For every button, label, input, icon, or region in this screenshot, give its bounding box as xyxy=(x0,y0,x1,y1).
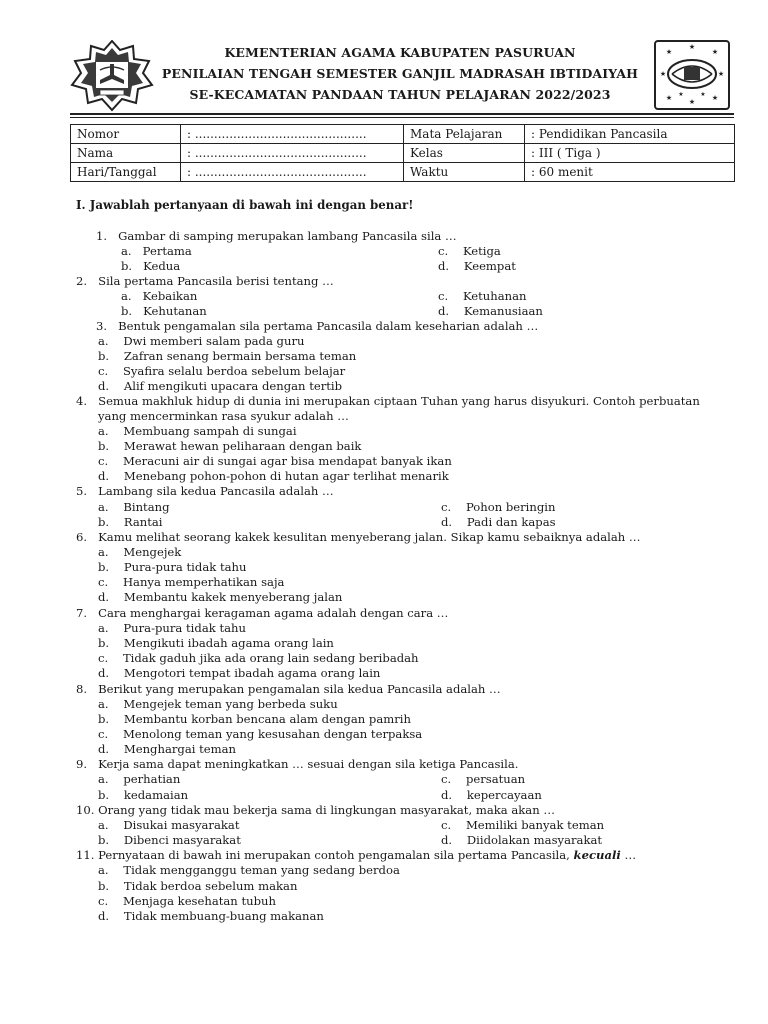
question-3-option-d: d. Alif mengikuti upacara dengan tertib xyxy=(98,379,343,393)
kelas-label: Kelas xyxy=(404,144,525,163)
header-line-3: SE-KECAMATAN PANDAAN TAHUN PELAJARAN 2022/2023 xyxy=(189,87,611,102)
question-1-option-c: c. Ketiga xyxy=(438,244,501,258)
nomor-label: Nomor xyxy=(71,125,181,144)
question-4-continuation: yang mencerminkan rasa syukur adalah … xyxy=(98,409,349,423)
question-number: 9. xyxy=(76,757,88,771)
question-text: Gambar di samping merupakan lambang Pancasila sila … xyxy=(118,229,457,243)
question-text: Kerja sama dapat meningkatkan … sesuai dengan sila ketiga Pancasila. xyxy=(98,757,519,771)
svg-text:★: ★ xyxy=(665,48,673,56)
question-text: Lambang sila kedua Pancasila adalah … xyxy=(98,484,334,498)
question-number: 5. xyxy=(76,484,88,498)
question-11 xyxy=(76,848,636,863)
question-7-option-a: a. Pura-pura tidak tahu xyxy=(98,621,246,635)
question-4-option-c: c. Meracuni air di sungai agar bisa mendapat banyak ikan xyxy=(98,454,452,468)
question-number: 11. xyxy=(76,848,95,862)
question-4-option-d: d. Menebang pohon-pohon di hutan agar terlihat menarik xyxy=(98,469,449,483)
question-9 xyxy=(76,757,518,772)
question-number: 3. xyxy=(96,319,108,333)
section-heading: I. Jawablah pertanyaan di bawah ini dengan benar! xyxy=(76,198,414,212)
question-10 xyxy=(76,803,555,818)
question-6-option-d: d. Membantu kakek menyeberang jalan xyxy=(98,590,343,604)
question-9-option-b: b. kedamaian xyxy=(98,788,189,802)
svg-text:★: ★ xyxy=(711,94,719,102)
question-tail: … xyxy=(624,848,637,862)
nomor-field: : ............................................. xyxy=(181,125,404,144)
question-number: 6. xyxy=(76,530,88,544)
svg-text:★: ★ xyxy=(717,70,725,78)
info-row-nomor xyxy=(71,125,735,144)
question-11-option-d: d. Tidak membuang-buang makanan xyxy=(98,909,324,923)
question-5-option-c: c. Pohon beringin xyxy=(441,500,556,514)
question-8-option-a: a. Mengejek teman yang berbeda suku xyxy=(98,697,338,711)
question-2 xyxy=(76,274,334,289)
question-1-option-d: d. Keempat xyxy=(438,259,516,273)
header-divider-thick xyxy=(70,113,734,115)
question-2-option-b: b. Kehutanan xyxy=(121,304,207,318)
question-8 xyxy=(76,682,501,697)
hari-label: Hari/Tanggal xyxy=(71,163,181,182)
question-text: Sila pertama Pancasila berisi tentang … xyxy=(98,274,334,288)
question-text: Bentuk pengamalan sila pertama Pancasila dalam keseharian adalah … xyxy=(118,319,539,333)
question-3-option-b: b. Zafran senang bermain bersama teman xyxy=(98,349,357,363)
question-1-option-b: b. Kedua xyxy=(121,259,181,273)
svg-text:★: ★ xyxy=(688,98,696,106)
question-number: 10. xyxy=(76,803,95,817)
question-5-option-b: b. Rantai xyxy=(98,515,163,529)
question-9-option-c: c. persatuan xyxy=(441,772,526,786)
question-number: 4. xyxy=(76,394,88,408)
question-7-option-b: b. Mengikuti ibadah agama orang lain xyxy=(98,636,334,650)
question-5-option-a: a. Bintang xyxy=(98,500,170,514)
kelas-value: : III ( Tiga ) xyxy=(525,144,735,163)
nama-label: Nama xyxy=(71,144,181,163)
student-info-table xyxy=(70,124,735,182)
question-2-option-d: d. Kemanusiaan xyxy=(438,304,543,318)
waktu-label: Waktu xyxy=(404,163,525,182)
header-line-1: KEMENTERIAN AGAMA KABUPATEN PASURUAN xyxy=(224,45,576,60)
nama-field: : ............................................. xyxy=(181,144,404,163)
question-text: Orang yang tidak mau bekerja sama di lingkungan masyarakat, maka akan … xyxy=(98,803,555,817)
question-text: Semua makhluk hidup di dunia ini merupakan ciptaan Tuhan yang harus disyukuri. Contoh perbuatan xyxy=(98,394,700,408)
question-4-option-a: a. Membuang sampah di sungai xyxy=(98,424,297,438)
question-number: 7. xyxy=(76,606,88,620)
question-8-option-b: b. Membantu korban bencana alam dengan pamrih xyxy=(98,712,411,726)
question-2-option-a: a. Kebaikan xyxy=(121,289,198,303)
info-row-nama xyxy=(71,144,735,163)
question-11-option-c: c. Menjaga kesehatan tubuh xyxy=(98,894,276,908)
svg-text:★: ★ xyxy=(659,70,667,78)
question-10-option-a: a. Disukai masyarakat xyxy=(98,818,240,832)
question-11-option-b: b. Tidak berdoa sebelum makan xyxy=(98,879,298,893)
question-6-option-a: a. Mengejek xyxy=(98,545,182,559)
question-text: Cara menghargai keragaman agama adalah dengan cara … xyxy=(98,606,449,620)
question-number: 1. xyxy=(96,229,108,243)
mapel-label: Mata Pelajaran xyxy=(404,125,525,144)
question-1-option-a: a. Pertama xyxy=(121,244,192,258)
svg-text:★: ★ xyxy=(678,91,684,98)
question-1 xyxy=(96,229,457,244)
question-text: Berikut yang merupakan pengamalan sila kedua Pancasila adalah … xyxy=(98,682,501,696)
header-line-2: PENILAIAN TENGAH SEMESTER GANJIL MADRASAH IBTIDAIYAH xyxy=(161,66,639,81)
question-3-option-c: c. Syafira selalu berdoa sebelum belajar xyxy=(98,364,346,378)
question-3 xyxy=(96,319,538,334)
question-5 xyxy=(76,484,334,499)
question-4-option-b: b. Merawat hewan peliharaan dengan baik xyxy=(98,439,362,453)
question-8-option-d: d. Menghargai teman xyxy=(98,742,237,756)
info-row-hari xyxy=(71,163,735,182)
question-number: 8. xyxy=(76,682,88,696)
mapel-value: : Pendidikan Pancasila xyxy=(525,125,735,144)
svg-text:★: ★ xyxy=(665,94,673,102)
question-7 xyxy=(76,606,448,621)
question-6-option-c: c. Hanya memperhatikan saja xyxy=(98,575,285,589)
question-2-option-c: c. Ketuhanan xyxy=(438,289,527,303)
hari-field: : ............................................. xyxy=(181,163,404,182)
question-text: Pernyataan di bawah ini merupakan contoh pengamalan sila pertama Pancasila, xyxy=(98,848,570,862)
question-9-option-d: d. kepercayaan xyxy=(441,788,542,802)
question-11-option-a: a. Tidak mengganggu teman yang sedang berdoa xyxy=(98,863,400,877)
question-8-option-c: c. Menolong teman yang kesusahan dengan terpaksa xyxy=(98,727,423,741)
question-5-option-d: d. Padi dan kapas xyxy=(441,515,556,529)
svg-text:★: ★ xyxy=(711,48,719,56)
question-4 xyxy=(76,394,700,409)
header-divider-thin xyxy=(70,117,734,118)
svg-text:★: ★ xyxy=(688,43,696,51)
document-header xyxy=(0,0,768,120)
question-10-option-b: b. Dibenci masyarakat xyxy=(98,833,241,847)
question-emphasis: kecuali xyxy=(573,848,621,862)
question-6-option-b: b. Pura-pura tidak tahu xyxy=(98,560,247,574)
school-emblem-icon xyxy=(654,40,730,110)
waktu-value: : 60 menit xyxy=(525,163,735,182)
question-6 xyxy=(76,530,641,545)
question-3-option-a: a. Dwi memberi salam pada guru xyxy=(98,334,305,348)
question-10-option-d: d. Diidolakan masyarakat xyxy=(441,833,603,847)
question-9-option-a: a. perhatian xyxy=(98,772,181,786)
svg-text:★: ★ xyxy=(700,91,706,98)
question-10-option-c: c. Memiliki banyak teman xyxy=(441,818,605,832)
kemenag-emblem-icon xyxy=(70,40,154,112)
question-text: Kamu melihat seorang kakek kesulitan menyeberang jalan. Sikap kamu sebaiknya adalah … xyxy=(98,530,641,544)
question-7-option-d: d. Mengotori tempat ibadah agama orang lain xyxy=(98,666,381,680)
header-title xyxy=(150,42,650,105)
question-7-option-c: c. Tidak gaduh jika ada orang lain sedang beribadah xyxy=(98,651,419,665)
question-number: 2. xyxy=(76,274,88,288)
